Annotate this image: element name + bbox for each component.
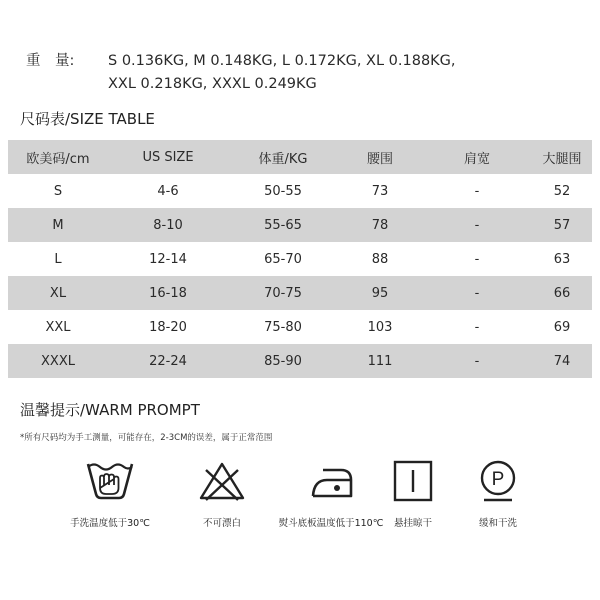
weight-label: 重 量: xyxy=(26,53,75,69)
cell-waist: 95 xyxy=(371,285,389,301)
cell-thigh: 74 xyxy=(553,353,571,369)
hand-wash-icon xyxy=(84,458,136,504)
cell-waist: 111 xyxy=(367,353,393,369)
care-item-gentle-dry-clean xyxy=(443,458,553,529)
cell-size: M xyxy=(52,217,64,233)
care-label-iron: 熨斗底板温度低于110℃ xyxy=(278,518,384,529)
header-waist: 腰围 xyxy=(366,151,393,167)
cell-thigh: 69 xyxy=(553,319,571,335)
iron-icon xyxy=(305,458,357,504)
cell-weight: 50-55 xyxy=(264,183,302,199)
weight-info xyxy=(26,50,586,96)
cell-us-size: 16-18 xyxy=(149,285,187,301)
table-row xyxy=(8,242,592,276)
table-row xyxy=(8,310,592,344)
cell-weight: 55-65 xyxy=(264,217,302,233)
cell-us-size: 22-24 xyxy=(149,353,187,369)
header-weight: 体重/KG xyxy=(258,151,308,167)
header-eu-size: 欧美码/cm xyxy=(26,151,90,167)
no-bleach-icon xyxy=(196,458,248,504)
cell-thigh: 57 xyxy=(553,217,571,233)
header-us-size: US SIZE xyxy=(142,149,194,165)
weight-line-1 xyxy=(26,50,586,73)
cell-weight: 85-90 xyxy=(264,353,302,369)
measurement-note: *所有尺码均为手工测量，可能存在，2-3CM的误差，属于正常范围 xyxy=(20,433,273,443)
weight-values-2: XXL 0.218KG, XXXL 0.249KG xyxy=(108,76,317,92)
warm-prompt-title: 温馨提示/WARM PROMPT xyxy=(20,401,200,419)
header-shoulder: 肩宽 xyxy=(463,151,490,167)
size-table-title: 尺码表/SIZE TABLE xyxy=(20,110,155,128)
table-row xyxy=(8,208,592,242)
cell-us-size: 8-10 xyxy=(153,217,183,233)
care-label-no-bleach: 不可漂白 xyxy=(202,518,241,529)
cell-shoulder: - xyxy=(474,319,480,335)
cell-shoulder: - xyxy=(474,251,480,267)
cell-size: L xyxy=(54,251,62,267)
cell-size: XXL xyxy=(45,319,71,335)
cell-waist: 73 xyxy=(371,183,389,199)
care-instructions xyxy=(0,458,600,548)
cell-waist: 78 xyxy=(371,217,389,233)
weight-values-1: S 0.136KG, M 0.148KG, L 0.172KG, XL 0.188KG, xyxy=(108,53,456,69)
cell-thigh: 66 xyxy=(553,285,571,301)
cell-weight: 65-70 xyxy=(264,251,302,267)
size-table-header-row xyxy=(8,140,592,174)
care-item-hand-wash xyxy=(55,458,165,529)
dry-clean-symbol: P xyxy=(491,469,505,490)
size-table xyxy=(8,140,592,378)
table-row xyxy=(8,174,592,208)
header-thigh: 大腿围 xyxy=(542,151,582,167)
table-row xyxy=(8,276,592,310)
cell-size: XL xyxy=(49,285,67,301)
care-item-no-bleach xyxy=(167,458,277,529)
cell-size: XXXL xyxy=(41,353,75,369)
cell-shoulder: - xyxy=(474,217,480,233)
cell-shoulder: - xyxy=(474,353,480,369)
care-label-gentle-dry-clean: 缓和干洗 xyxy=(478,518,517,529)
cell-waist: 103 xyxy=(367,319,393,335)
cell-weight: 70-75 xyxy=(264,285,302,301)
cell-us-size: 4-6 xyxy=(157,183,179,199)
cell-shoulder: - xyxy=(474,285,480,301)
hang-dry-icon xyxy=(387,458,439,504)
cell-us-size: 12-14 xyxy=(149,251,187,267)
cell-weight: 75-80 xyxy=(264,319,302,335)
cell-shoulder: - xyxy=(474,183,480,199)
cell-waist: 88 xyxy=(371,251,389,267)
gentle-dry-clean-icon xyxy=(472,458,524,504)
care-label-hang-dry: 悬挂晾干 xyxy=(393,518,432,529)
cell-us-size: 18-20 xyxy=(149,319,187,335)
cell-size: S xyxy=(53,183,63,199)
cell-thigh: 63 xyxy=(553,251,571,267)
table-row xyxy=(8,344,592,378)
care-label-hand-wash: 手洗温度低于30℃ xyxy=(70,518,150,529)
cell-thigh: 52 xyxy=(553,183,571,199)
